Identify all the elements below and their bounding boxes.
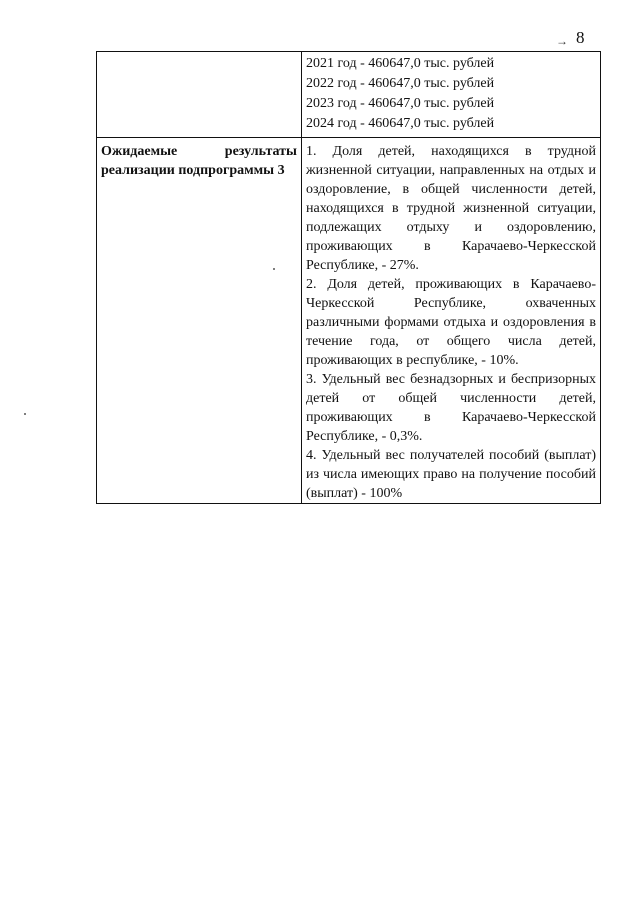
result-item-2: 2. Доля детей, проживающих в Карачаево-Черкесской Республике, охваченных различными формами отдыха и оздоровления в течение года, от общего числа детей, проживающих в республике, - 10%. xyxy=(306,277,596,368)
scan-speck xyxy=(24,413,26,415)
subprogram-table xyxy=(96,51,601,504)
funding-label-cell xyxy=(97,52,302,138)
funding-year-2023: 2023 год - 460647,0 тыс. рублей xyxy=(306,96,495,111)
funding-values-cell xyxy=(302,52,601,138)
funding-year-2024: 2024 год - 460647,0 тыс. рублей xyxy=(306,116,495,131)
results-title: Ожидаемые результаты реализации подпрограммы 3 xyxy=(101,144,297,178)
page-number: 8 xyxy=(576,28,585,47)
funding-year-2022: 2022 год - 460647,0 тыс. рублей xyxy=(306,76,495,91)
table-row-funding xyxy=(97,52,601,138)
page-mark: → xyxy=(556,34,568,48)
results-values-cell xyxy=(302,138,601,504)
result-item-1: 1. Доля детей, находящихся в трудной жизненной ситуации, направленных на отдых и оздоровление, в общей численности детей, находящихся в трудной жизненной ситуации, подлежащих отдыху и оздоровлению, проживающих в Карачаево-Черкесской Республике, - 27%. xyxy=(306,144,596,273)
results-label-cell xyxy=(97,138,302,504)
result-item-4: 4. Удельный вес получателей пособий (выплат) из числа имеющих право на получение пособий (выплат) - 100% xyxy=(306,448,596,501)
table-row-results xyxy=(97,138,601,504)
funding-year-2021: 2021 год - 460647,0 тыс. рублей xyxy=(306,56,495,71)
result-item-3: 3. Удельный вес безнадзорных и беспризорных детей от общей численности детей, проживающих в Карачаево-Черкесской Республике, - 0,3%. xyxy=(306,372,596,444)
